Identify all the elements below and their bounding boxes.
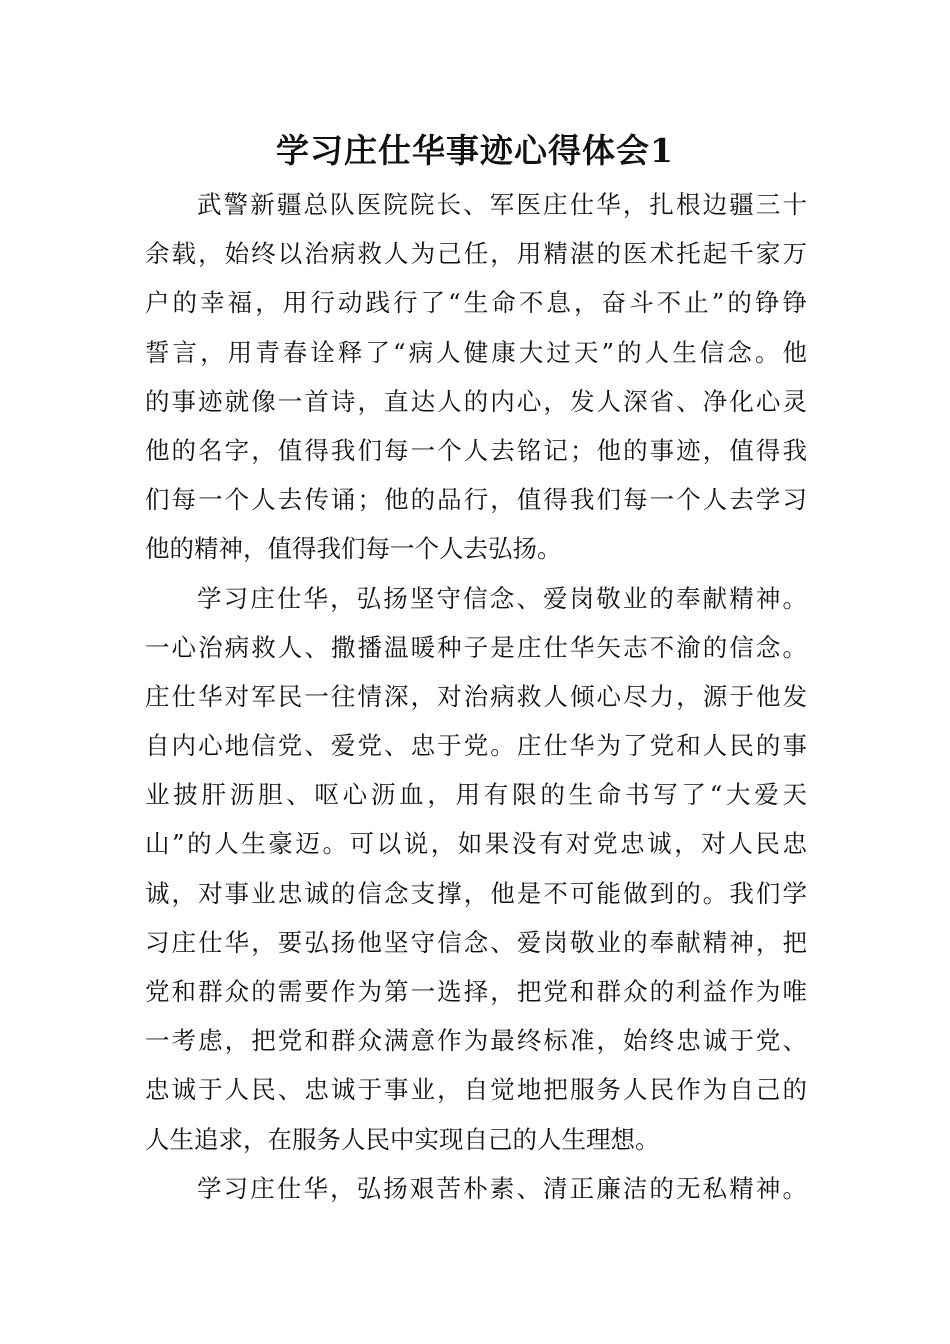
paragraph-2-line-4: 自内心地信党、爱党、忠于党。庄仕华为了党和人民的事 xyxy=(145,731,807,761)
paragraph-2-line-11: 忠诚于人民、忠诚于事业，自觉地把服务人民作为自己的 xyxy=(145,1075,807,1105)
paragraph-2-line-9: 党和群众的需要作为第一选择，把党和群众的利益作为唯 xyxy=(145,977,807,1006)
paragraph-1-line-5: 的事迹就像一首诗，直达人的内心，发人深省、净化心灵 xyxy=(145,386,807,416)
paragraph-1-line-3: 户的幸福，用行动践行了“生命不息，奋斗不止”的铮铮 xyxy=(145,288,807,318)
paragraph-2-line-6: 山”的人生豪迈。可以说，如果没有对党忠诚，对人民忠 xyxy=(145,829,807,859)
paragraph-1-line-4: 誓言，用青春诠释了“病人健康大过天”的人生信念。他 xyxy=(145,337,807,367)
paragraph-1-line-6: 他的名字，值得我们每一个人去铭记；他的事迹，值得我 xyxy=(145,435,807,465)
paragraph-1-line-7: 们每一个人去传诵；他的品行，值得我们每一个人去学习 xyxy=(145,485,807,515)
paragraph-1-line-1: 武警新疆总队医院院长、军医庄仕华，扎根边疆三十 xyxy=(197,190,807,219)
paragraph-2-line-3: 庄仕华对军民一往情深，对治病救人倾心尽力，源于他发 xyxy=(145,681,807,711)
paragraph-1-line-8: 他的精神，值得我们每一个人去弘扬。 xyxy=(145,534,562,564)
paragraph-2-line-10: 一考虑，把党和群众满意作为最终标准，始终忠诚于党、 xyxy=(145,1026,807,1056)
paragraph-2-line-7: 诚，对事业忠诚的信念支撑，他是不可能做到的。我们学 xyxy=(145,878,807,908)
document-title: 学习庄仕华事迹心得体会1 xyxy=(276,131,674,170)
paragraph-2-line-2: 一心治病救人、撒播温暖种子是庄仕华矢志不渝的信念。 xyxy=(145,632,807,662)
paragraph-2-line-5: 业披肝沥胆、呕心沥血，用有限的生命书写了“大爱天 xyxy=(145,780,807,810)
paragraph-2-line-12: 人生追求，在服务人民中实现自己的人生理想。 xyxy=(145,1124,660,1154)
document-body xyxy=(145,180,807,1213)
paragraph-2-line-8: 习庄仕华，要弘扬他坚守信念、爱岗敬业的奉献精神，把 xyxy=(145,927,807,957)
paragraph-2-line-1: 学习庄仕华，弘扬坚守信念、爱岗敬业的奉献精神。 xyxy=(197,583,807,613)
paragraph-3-line-1: 学习庄仕华，弘扬艰苦朴素、清正廉洁的无私精神。 xyxy=(197,1173,807,1203)
paragraph-1-line-2: 余载，始终以治病救人为己任，用精湛的医术托起千家万 xyxy=(145,239,807,269)
